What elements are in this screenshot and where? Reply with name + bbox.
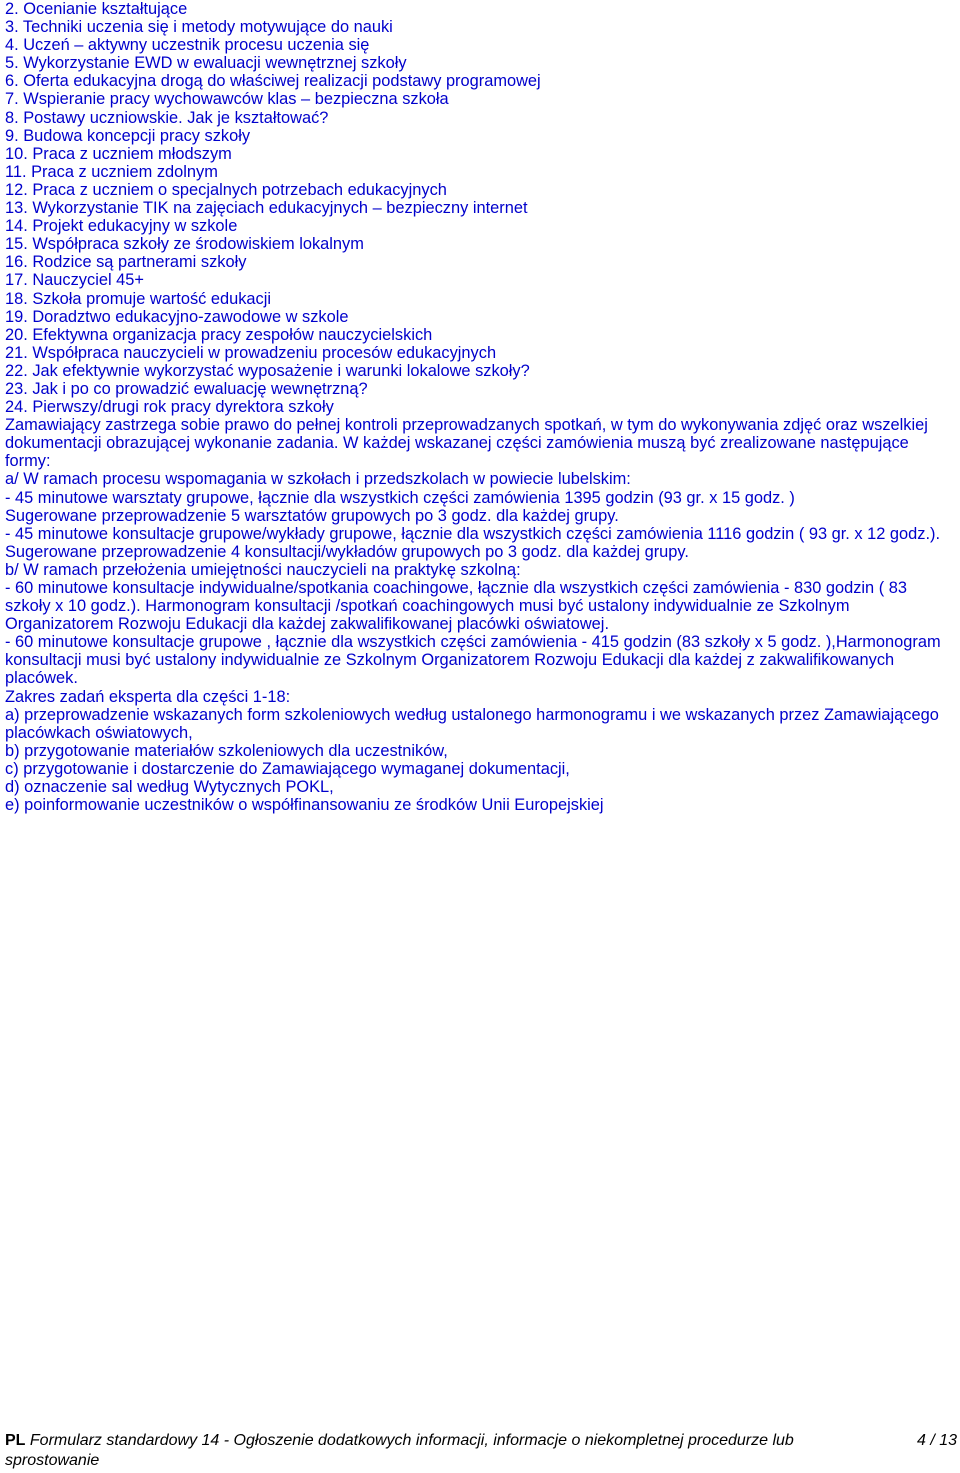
topic-item: 19. Doradztwo edukacyjno-zawodowe w szkole	[5, 307, 349, 326]
task-item: a) przeprowadzenie wskazanych form szkoleniowych według ustalonego harmonogramu i we wskazanych przez Zamawiającego placówkach oświatowych,	[5, 705, 939, 742]
paragraph: - 45 minutowe konsultacje grupowe/wykłady grupowe, łącznie dla wszystkich części zamówienia 1116 godzin ( 93 gr. x 12 godz.).	[5, 524, 941, 543]
topic-item: 8. Postawy uczniowskie. Jak je kształtować?	[5, 108, 329, 127]
footer-text	[5, 1431, 875, 1471]
task-item: d) oznaczenie sal według Wytycznych POKL,	[5, 778, 334, 797]
paragraph: b/ W ramach przełożenia umiejętności nauczycieli na praktykę szkolną:	[5, 560, 521, 579]
topic-item: 13. Wykorzystanie TIK na zajęciach edukacyjnych – bezpieczny internet	[5, 199, 528, 218]
paragraph: - 45 minutowe warsztaty grupowe, łącznie dla wszystkich części zamówienia 1395 godzin (93 gr. x 15 godz. )	[5, 488, 795, 507]
page-number: 4 / 13	[916, 1432, 957, 1449]
topic-item: 2. Ocenianie kształtujące	[5, 0, 188, 18]
topic-item: 22. Jak efektywnie wykorzystać wyposażenie i warunki lokalowe szkoły?	[5, 361, 530, 380]
topic-item: 7. Wspieranie pracy wychowawców klas – bezpieczna szkoła	[5, 90, 449, 109]
paragraph: - 60 minutowe konsultacje grupowe , łącznie dla wszystkich części zamówienia - 415 godzin (83 szkoły x 5 godz. ),Harmonogram konsultacji musi być ustalony indywidualnie ze Szkolnym Organizatorem Rozwoju Edukacji dla każdej z zakwalifikowanych placówek.	[5, 633, 941, 688]
topic-item: 16. Rodzice są partnerami szkoły	[5, 253, 247, 272]
topic-item: 18. Szkoła promuje wartość edukacji	[5, 289, 272, 308]
paragraph: Zakres zadań eksperta dla części 1-18:	[5, 687, 291, 706]
topic-item: 3. Techniki uczenia się i metody motywujące do nauki	[5, 18, 393, 37]
footer-language: PL	[5, 1432, 26, 1449]
topic-item: 17. Nauczyciel 45+	[5, 271, 144, 290]
task-item: c) przygotowanie i dostarczenie do Zamawiającego wymaganej dokumentacji,	[5, 759, 570, 778]
topic-item: 11. Praca z uczniem zdolnym	[5, 162, 218, 181]
paragraph: Sugerowane przeprowadzenie 4 konsultacji/wykładów grupowych po 3 godz. dla każdej grupy.	[5, 542, 689, 561]
topic-item: 24. Pierwszy/drugi rok pracy dyrektora szkoły	[5, 398, 334, 417]
topic-item: 4. Uczeń – aktywny uczestnik procesu uczenia się	[5, 36, 370, 55]
task-item: b) przygotowanie materiałów szkoleniowych dla uczestników,	[5, 741, 448, 760]
document-body	[5, 0, 955, 814]
paragraph: a/ W ramach procesu wspomagania w szkołach i przedszkolach w powiecie lubelskim:	[5, 470, 631, 489]
topic-item: 5. Wykorzystanie EWD w ewaluacji wewnętrznej szkoły	[5, 54, 407, 73]
topic-item: 6. Oferta edukacyjna drogą do właściwej realizacji podstawy programowej	[5, 72, 541, 91]
topic-item: 10. Praca z uczniem młodszym	[5, 144, 232, 163]
topic-item: 14. Projekt edukacyjny w szkole	[5, 217, 238, 236]
paragraph: - 60 minutowe konsultacje indywidualne/spotkania coachingowe, łącznie dla wszystkich części zamówienia - 830 godzin ( 83 szkoły x 10 godz.). Harmonogram konsultacji /spotkań coachingowych musi być ustalony indywidualnie ze Szkolnym Organizatorem Rozwoju Edukacji dla każdej zakwalifikowanej placówki oświatowej.	[5, 579, 907, 634]
paragraph: Sugerowane przeprowadzenie 5 warsztatów grupowych po 3 godz. dla każdej grupy.	[5, 506, 619, 525]
footer-form-title: Formularz standardowy 14 - Ogłoszenie dodatkowych informacji, informacje o niekompletnej procedurze lub sprostowanie	[5, 1432, 794, 1469]
paragraph: Zamawiający zastrzega sobie prawo do pełnej kontroli przeprowadzanych spotkań, w tym do wykonywania zdjęć oraz wszelkiej dokumentacji obrazującej wykonanie zadania. W każdej wskazanej części zamówienia muszą być zrealizowane następujące formy:	[5, 416, 928, 471]
topic-item: 23. Jak i po co prowadzić ewaluację wewnętrzną?	[5, 379, 368, 398]
topic-item: 12. Praca z uczniem o specjalnych potrzebach edukacyjnych	[5, 180, 447, 199]
topic-item: 9. Budowa koncepcji pracy szkoły	[5, 126, 251, 145]
topic-item: 15. Współpraca szkoły ze środowiskiem lokalnym	[5, 235, 364, 254]
topic-item: 20. Efektywna organizacja pracy zespołów nauczycielskich	[5, 325, 433, 344]
topic-item: 21. Współpraca nauczycieli w prowadzeniu procesów edukacyjnych	[5, 343, 497, 362]
page-footer	[5, 1431, 957, 1471]
task-item: e) poinformowanie uczestników o współfinansowaniu ze środków Unii Europejskiej	[5, 796, 604, 815]
